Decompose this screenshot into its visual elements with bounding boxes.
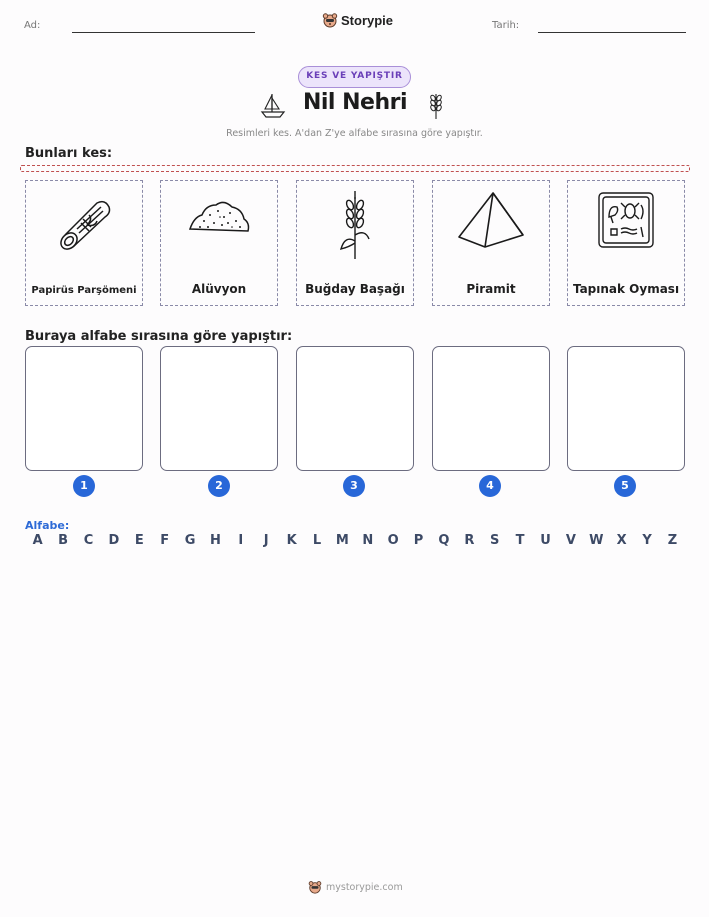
alphabet-letter: S [490,533,500,548]
alphabet-letter: B [58,533,69,548]
alphabet-letter: Q [438,533,450,548]
alphabet-letter: C [83,533,94,548]
alphabet-letter: Y [642,533,652,548]
wheat-ear-icon [335,189,375,261]
paste-heading: Buraya alfabe sırasına göre yapıştır: [25,329,293,344]
activity-tag: KES VE YAPIŞTIR [298,66,411,88]
storypie-mascot-icon [322,12,338,28]
alphabet-letter: U [540,533,551,548]
cut-card-wheat[interactable] [296,180,414,306]
cut-card-alluvium[interactable] [160,180,278,306]
alphabet-letter: W [589,533,604,548]
alphabet-letter: A [32,533,43,548]
brand-name: Storypie [341,12,394,28]
sailboat-icon [258,90,288,120]
number-badge-4: 4 [479,475,501,497]
date-field[interactable] [538,32,686,33]
card-label: Tapınak Oyması [572,282,680,296]
alluvium-pile-icon [184,189,254,245]
cut-line [20,165,690,172]
instructions-text: Resimleri kes. A'dan Z'ye alfabe sırasına göre yapıştır. [226,128,483,139]
card-label: Buğday Başağı [305,282,405,296]
alphabet-letter: G [184,533,196,548]
number-badge-3: 3 [343,475,365,497]
cut-card-papyrus[interactable] [25,180,143,306]
alphabet-letter: T [515,533,525,548]
alphabet-letter: X [616,533,627,548]
wheat-decoration-icon [424,90,448,120]
card-label: Alüvyon [191,282,247,296]
number-badge-5: 5 [614,475,636,497]
alphabet-letter: Z [667,533,678,548]
worksheet-header [0,0,709,50]
alphabet-letter: R [464,533,475,548]
alphabet-letter: I [238,533,244,548]
alphabet-letter: N [362,533,374,548]
footer [308,880,403,894]
alphabet-letter: H [209,533,221,548]
footer-url: mystorypie.com [326,881,403,893]
card-label: Piramit [466,282,516,296]
brand-logo [322,12,393,28]
alphabet-letter: D [108,533,120,548]
name-label: Ad: [24,20,41,31]
number-badge-1: 1 [73,475,95,497]
alphabet-row [25,533,690,548]
paste-box-1[interactable] [25,346,143,471]
card-label: Papirüs Parşömeni [31,285,137,296]
cut-heading: Bunları kes: [25,146,113,161]
paste-box-5[interactable] [567,346,685,471]
alphabet-label: Alfabe: [25,519,70,532]
alphabet-letter: O [387,533,399,548]
cut-card-carving[interactable] [567,180,685,306]
alphabet-letter: J [263,533,269,548]
paste-box-2[interactable] [160,346,278,471]
alphabet-letter: M [335,533,349,548]
cut-card-pyramid[interactable] [432,180,550,306]
alphabet-letter: K [286,533,297,548]
alphabet-letter: P [413,533,424,548]
storypie-mascot-icon [308,880,322,894]
pyramid-icon [453,189,529,255]
paste-box-4[interactable] [432,346,550,471]
alphabet-letter: F [160,533,170,548]
number-badge-2: 2 [208,475,230,497]
date-label: Tarih: [492,20,520,31]
page-title: Nil Nehri [302,90,408,115]
papyrus-scroll-icon [49,189,119,259]
alphabet-letter: E [134,533,144,548]
alphabet-letter: V [565,533,576,548]
alphabet-letter: L [312,533,322,548]
name-field[interactable] [72,32,255,33]
temple-carving-icon [595,189,657,251]
paste-box-3[interactable] [296,346,414,471]
